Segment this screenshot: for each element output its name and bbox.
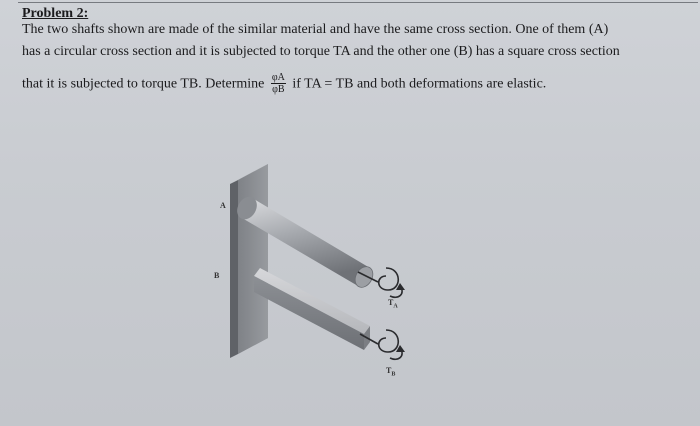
label-ta-sub: A [393, 303, 398, 310]
label-tb-main: T [386, 366, 392, 375]
label-torque-tb [386, 366, 395, 378]
label-shaft-b: B [214, 271, 220, 280]
label-ta-main: T [388, 298, 394, 307]
shafts-figure [200, 150, 440, 390]
problem-text-line-1: The two shafts shown are made of the similar material and have the same cross section. One of them (A) [22, 22, 609, 37]
fraction-numerator: φA [271, 72, 285, 83]
line-3-before-fraction: that it is subjected to torque TB. Determine [22, 76, 265, 92]
label-shaft-a: A [220, 201, 226, 210]
angle-ratio-fraction [271, 72, 286, 95]
label-torque-ta [388, 298, 398, 310]
label-tb-sub: B [391, 371, 396, 378]
line-3-after-fraction: if TA = TB and both deformations are elastic. [292, 76, 547, 92]
wall-face [238, 164, 268, 354]
shafts-illustration [200, 150, 440, 390]
fraction-denominator: φB [272, 84, 285, 95]
problem-text-line-2: has a circular cross section and it is subjected to torque TA and the other one (B) has a square cross section [22, 44, 620, 59]
problem-title: Problem 2: [22, 6, 89, 21]
problem-text-line-3 [22, 73, 546, 96]
wall-edge [230, 180, 238, 358]
top-rule [18, 2, 698, 3]
